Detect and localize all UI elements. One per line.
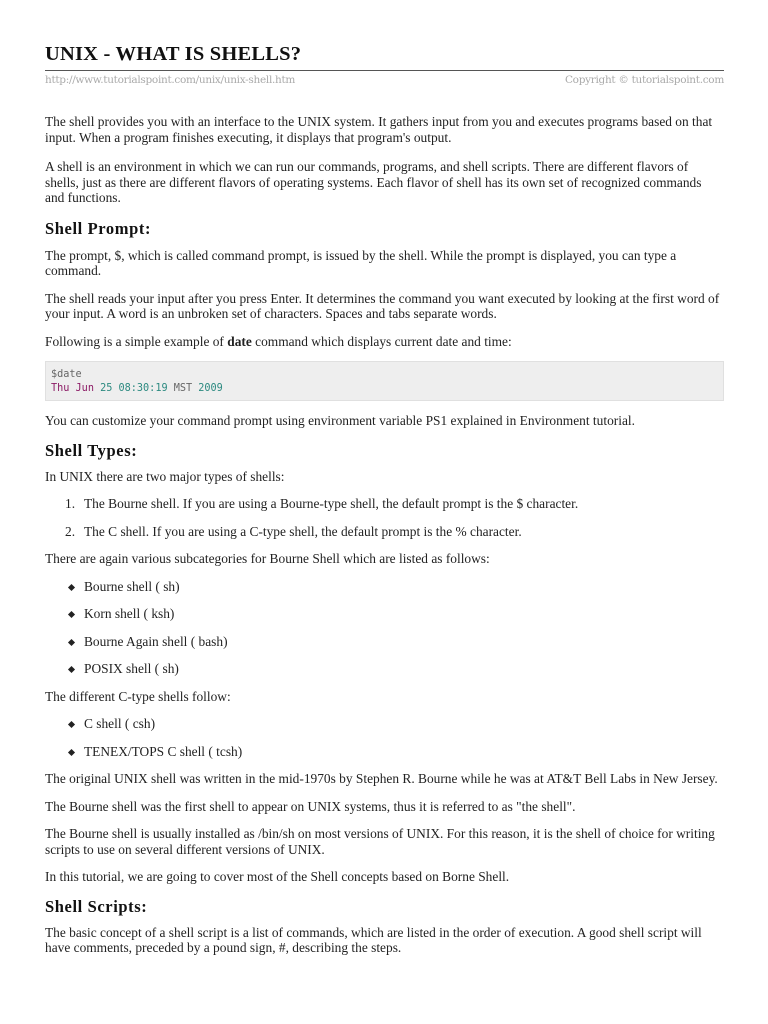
list-item <box>45 524 724 540</box>
date-intro-text: Following is a simple example of <box>45 333 228 349</box>
list-item <box>45 744 724 760</box>
list-number: 2. <box>65 523 76 539</box>
list-item-text: The Bourne shell. If you are using a Bourne-type shell, the default prompt is the $ character. <box>84 496 579 511</box>
list-item <box>45 579 724 595</box>
list-item <box>45 661 724 677</box>
installed-paragraph: The Bourne shell is usually installed as /bin/sh on most versions of UNIX. For this reason, it is the shell of choice for writing scripts to use on several different versions of UNIX. <box>45 826 715 857</box>
list-number: 1. <box>65 496 76 511</box>
bullet-icon <box>68 748 75 755</box>
section-heading-shell-types: Shell Types: <box>45 440 138 460</box>
c-shells-list <box>45 716 724 759</box>
section-heading-shell-scripts: Shell Scripts: <box>45 896 148 916</box>
history-paragraph: The original UNIX shell was written in the mid-1970s by Stephen R. Bourne while he was at AT&T Bell Labs in New Jersey. <box>45 771 718 786</box>
code-block-date <box>45 361 724 401</box>
list-item-text: Korn shell ( ksh) <box>84 606 175 621</box>
copyright-notice: Copyright © tutorialspoint.com <box>564 74 724 86</box>
list-item <box>45 716 724 732</box>
code-date: 25 <box>100 382 113 394</box>
bullet-icon <box>68 638 75 645</box>
types-intro: In UNIX there are two major types of shells: <box>45 468 285 484</box>
list-item-text: The C shell. If you are using a C-type shell, the default prompt is the % character. <box>84 523 522 539</box>
intro-paragraph-1: The shell provides you with an interface to the UNIX system. It gathers input from you and executes programs based on that input. When a program finishes executing, it displays that program's output. <box>45 114 713 145</box>
date-command-name: date <box>227 333 252 349</box>
code-line-output <box>51 382 718 396</box>
bullet-icon <box>68 611 75 618</box>
list-item-text: C shell ( csh) <box>84 716 156 731</box>
prompt-paragraph-1: The prompt, $, which is called command prompt, is issued by the shell. While the prompt is displayed, you can type a command. <box>45 247 677 278</box>
date-intro-text-end: command which displays current date and time: <box>251 333 512 349</box>
bourne-shells-list <box>45 579 724 677</box>
source-url[interactable]: http://www.tutorialspoint.com/unix/unix-shell.htm <box>45 74 296 86</box>
list-item <box>45 496 724 512</box>
intro-paragraph-2: A shell is an environment in which we can run our commands, programs, and shell scripts. There are different flavors of shells, just as there are different flavors of operating systems. Each flavor of shell has its own set of recognized commands and functions. <box>45 159 702 205</box>
code-time: 08:30:19 <box>118 382 168 394</box>
prompt-paragraph-4: You can customize your command prompt using environment variable PS1 explained in Environment tutorial. <box>45 413 635 428</box>
list-item-text: TENEX/TOPS C shell ( tcsh) <box>84 743 243 759</box>
page-meta <box>45 74 724 86</box>
major-shells-list <box>45 496 724 539</box>
code-year: 2009 <box>198 382 223 394</box>
title-divider <box>45 70 724 71</box>
code-line-command: $date <box>51 369 82 380</box>
tutorial-scope-paragraph: In this tutorial, we are going to cover most of the Shell concepts based on Borne Shell. <box>45 869 510 884</box>
list-item-text: POSIX shell ( sh) <box>84 661 179 676</box>
code-timezone: MST <box>173 382 193 394</box>
prompt-paragraph-3 <box>45 334 724 350</box>
first-shell-paragraph: The Bourne shell was the first shell to appear on UNIX systems, thus it is referred to as "the shell". <box>45 798 576 814</box>
section-heading-shell-prompt: Shell Prompt: <box>45 218 152 238</box>
bullet-icon <box>68 721 75 728</box>
scripts-paragraph-1: The basic concept of a shell script is a list of commands, which are listed in the order of execution. A good shell script will have comments, preceded by a pound sign, #, describing the steps. <box>45 924 702 955</box>
c-shells-intro: The different C-type shells follow: <box>45 688 231 704</box>
page-title: UNIX - WHAT IS SHELLS? <box>45 43 302 65</box>
prompt-paragraph-2: The shell reads your input after you press Enter. It determines the command you want executed by looking at the first word of your input. A word is an unbroken set of characters. Spaces and tabs separate words. <box>45 290 720 321</box>
code-month: Jun <box>75 382 94 394</box>
list-item-text: Bourne shell ( sh) <box>84 578 180 594</box>
list-item <box>45 606 724 622</box>
bourne-subcategories-intro: There are again various subcategories for Bourne Shell which are listed as follows: <box>45 551 490 566</box>
bullet-icon <box>68 666 75 673</box>
list-item <box>45 634 724 650</box>
list-item-text: Bourne Again shell ( bash) <box>84 633 228 649</box>
code-day: Thu <box>51 382 70 394</box>
bullet-icon <box>68 583 75 590</box>
